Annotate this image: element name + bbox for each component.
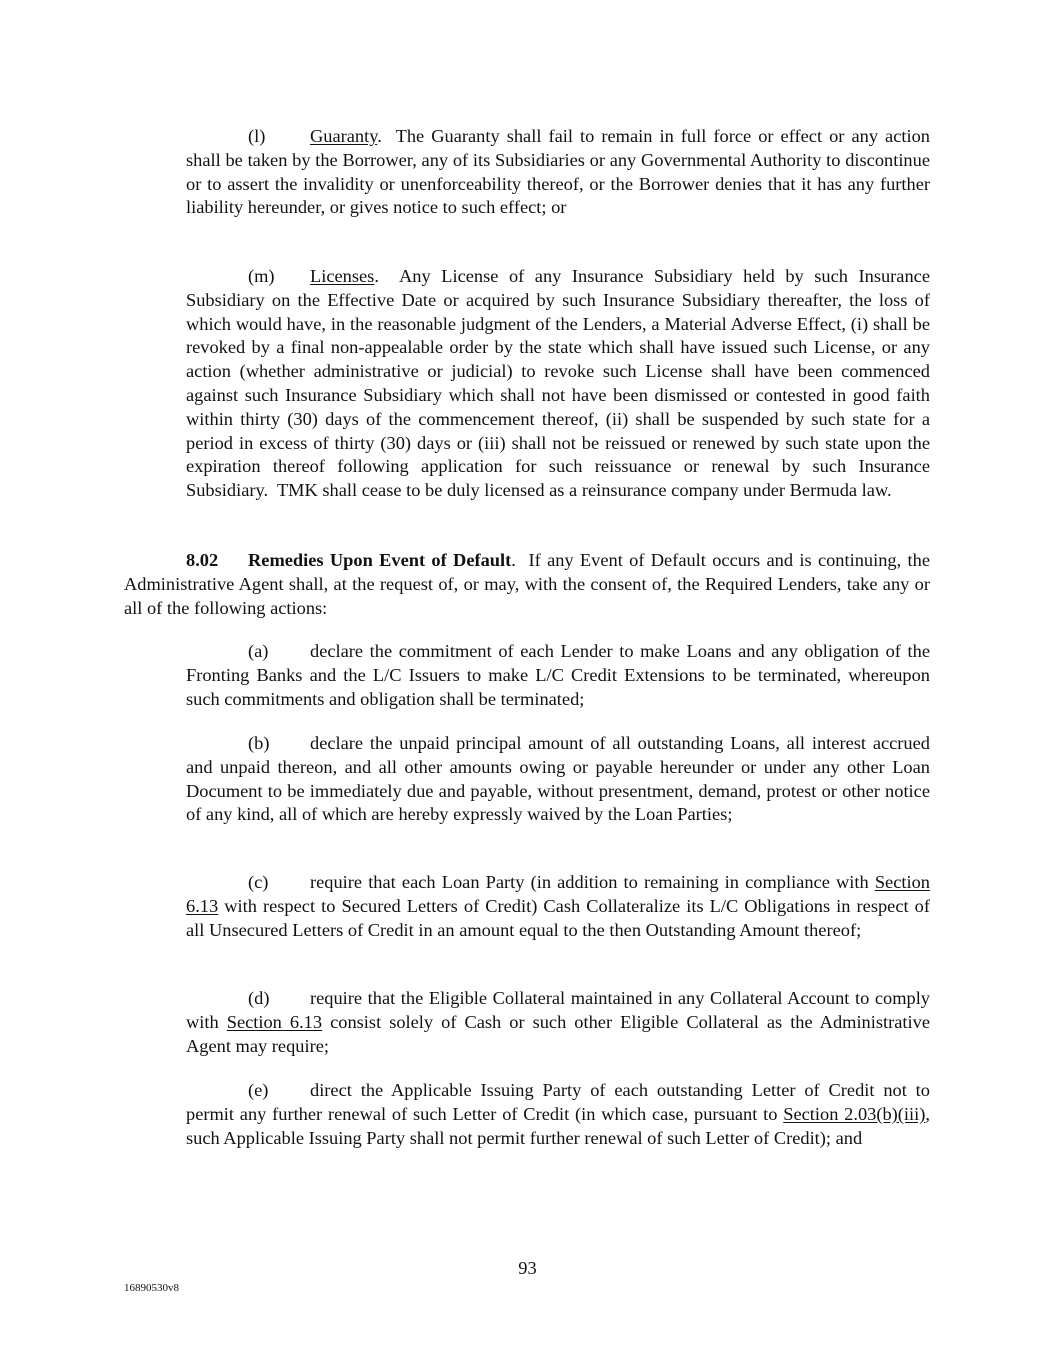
section-8-02-paragraph xyxy=(124,549,935,620)
section-l-body: The Guaranty shall fail to remain in full force or effect or any action shall be taken by the Borrower, any of its Subsidiaries or any Governmental Authority to discontinue or to assert the invalidity or unenforceability thereof, or the Borrower denies that it has any further liability hereunder, or gives notice to such effect; or xyxy=(186,126,935,218)
section-6-13-link[interactable]: Section 6.13 xyxy=(186,872,930,916)
section-6-13-link[interactable]: Section 6.13 xyxy=(226,1011,323,1032)
section-8-02-heading: Remedies Upon Event of Default xyxy=(248,550,512,570)
section-8-02-number: 8.02 xyxy=(186,550,219,570)
section-l-paragraph xyxy=(186,125,935,220)
section-8-02-heading-punct: . xyxy=(511,550,516,570)
section-l-heading: Guaranty xyxy=(310,126,378,146)
section-2-03-link[interactable]: Section 2.03(b)(iii) xyxy=(783,1103,926,1124)
section-m-body: Any License of any Insurance Subsidiary held by such Insurance Subsidiary on the Effective Date or acquired by such Insurance Subsidiary thereafter, the loss of which would have, in the reasonable judgment of the Lenders, a Material Adverse Effect, (i) shall be revoked by a final non-appealable order by the state which shall have issued such License, or any action (whether administrative or judicial) to revoke such License shall have been commenced against such Insurance Subsidiary which shall not have been dismissed or contested in good faith within thirty (30) days of the commencement thereof, (ii) shall be suspended by such state for a period in excess of thirty (30) days or (iii) shall not be reissued or renewed by such state upon the expiration thereof following application for such reissuance or renewal by such Insurance Subsidiary. TMK shall cease to be duly licensed as a reinsurance company under Bermuda law. xyxy=(186,266,935,501)
item-a-paragraph xyxy=(186,640,930,711)
item-d-label: (d) xyxy=(248,988,270,1008)
item-b-label: (b) xyxy=(248,733,270,753)
item-e-body-pre: direct the Applicable Issuing Party of each outstanding Letter of Credit not to permit any further renewal of such Letter of Credit (in which case, pursuant to xyxy=(186,1080,930,1124)
item-c-label: (c) xyxy=(248,872,269,892)
item-a-label: (a) xyxy=(248,641,269,661)
item-c-body-pre: require that each Loan Party (in addition to remaining in compliance with xyxy=(310,872,875,892)
item-c-body-post: with respect to Secured Letters of Credit) Cash Collateralize its L/C Obligations in respect of all Unsecured Letters of Credit in an amount equal to the then Outstanding Amount thereof; xyxy=(186,895,930,940)
item-e-label: (e) xyxy=(248,1080,269,1100)
item-e-body-post: , such Applicable Issuing Party shall not permit further renewal of such Letter of Credit); and xyxy=(186,1103,930,1148)
section-m-heading-punct: . xyxy=(374,266,379,286)
item-d-paragraph xyxy=(186,987,930,1058)
item-b-paragraph xyxy=(186,732,930,827)
section-m-paragraph xyxy=(186,265,935,503)
page-number: 93 xyxy=(518,1258,537,1278)
section-m-label: (m) xyxy=(248,266,275,286)
section-l-label: (l) xyxy=(248,126,266,146)
item-b-body: declare the unpaid principal amount of all outstanding Loans, all interest accrued and unpaid thereon, and all other amounts owing or payable hereunder or under any other Loan Document to be immediately due and payable, without presentment, demand, protest or other notice of any kind, all of which are hereby expressly waived by the Loan Parties; xyxy=(186,733,930,825)
item-d-body-post: consist solely of Cash or such other Eligible Collateral as the Administrative Agent may require; xyxy=(186,1011,930,1056)
section-8-02-body: If any Event of Default occurs and is continuing, the Administrative Agent shall, at the request of, or may, with the consent of, the Required Lenders, take any or all of the following actions: xyxy=(124,550,935,618)
item-c-paragraph xyxy=(186,871,930,942)
section-l-heading-punct: . xyxy=(377,126,382,146)
section-m-heading: Licenses xyxy=(310,266,375,286)
document-id: 16890530v8 xyxy=(124,1282,179,1294)
item-e-paragraph xyxy=(186,1079,930,1150)
item-d-body-pre: require that the Eligible Collateral maintained in any Collateral Account to comply with xyxy=(186,988,930,1032)
item-a-body: declare the commitment of each Lender to make Loans and any obligation of the Fronting Banks and the L/C Issuers to make L/C Credit Extensions to be terminated, whereupon such commitments and obligation shall be terminated; xyxy=(186,641,930,709)
